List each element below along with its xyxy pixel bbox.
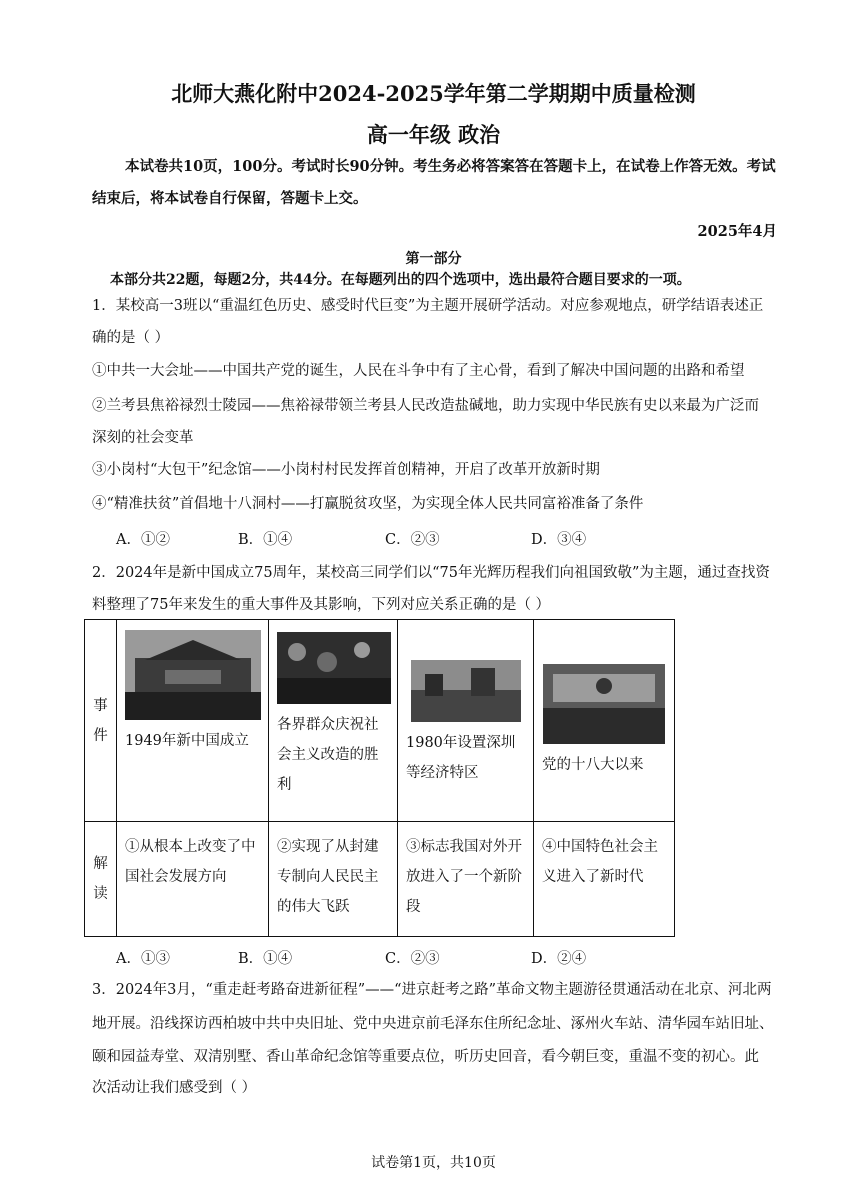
- q2-event-cell-2: [269, 620, 398, 822]
- q2-row-header-interpretations: 解读: [85, 822, 117, 937]
- part1-intro: 本部分共22题，每题2分，共44分。在每题列出的四个选项中，选出最符合题目要求的一项。: [110, 272, 691, 288]
- q3-stem-line-3: 颐和园益寿堂、双清别墅、香山革命纪念馆等重要点位，听历史回音，看今朝巨变，重温不变的初心。此: [92, 1049, 759, 1065]
- q1-option-b[interactable]: B．①④: [238, 532, 293, 548]
- q1-statement-3: ③小岗村“大包干”纪念馆——小岗村村民发挥首创精神，开启了改革开放新时期: [92, 462, 600, 478]
- instructions-line-1: 本试卷共10页，100分。考试时长90分钟。考生务必将答案答在答题卡上，在试卷上作答无效。考试: [125, 158, 776, 175]
- q2-interpretation-4: ④中国特色社会主义进入了新时代: [534, 822, 675, 937]
- q2-event-cell-1: [117, 620, 269, 822]
- tiananmen-photo: [125, 630, 261, 720]
- q2-option-c[interactable]: C．②③: [385, 951, 440, 967]
- q2-event-4: 党的十八大以来: [542, 757, 644, 773]
- q1-stem-line-2: 确的是（ ）: [92, 330, 170, 346]
- shenzhen-photo: [411, 660, 521, 722]
- q2-interpretation-3: ③标志我国对外开放进入了一个新阶段: [398, 822, 534, 937]
- q1-statement-4: ④“精准扶贫”首倡地十八洞村——打赢脱贫攻坚，为实现全体人民共同富裕准备了条件: [92, 496, 644, 512]
- q2-event-2: 各界群众庆祝社会主义改造的胜利: [277, 717, 379, 793]
- q3-stem-line-4: 次活动让我们感受到（ ）: [92, 1080, 257, 1096]
- celebration-photo: [277, 632, 391, 704]
- q2-option-b[interactable]: B．①④: [238, 951, 293, 967]
- q2-stem-line-2: 料整理了75年来发生的重大事件及其影响，下列对应关系正确的是（ ）: [92, 597, 551, 613]
- q1-statement-1: ①中共一大会址——中国共产党的诞生，人民在斗争中有了主心骨，看到了解决中国问题的出路和希望: [92, 363, 745, 379]
- q2-event-cell-4: [534, 620, 675, 822]
- instructions-line-2: 结束后，将本试卷自行保留，答题卡上交。: [92, 190, 368, 207]
- q2-row-header-events: 事件: [85, 620, 117, 822]
- q2-option-d[interactable]: D．②④: [531, 951, 587, 967]
- q1-option-c[interactable]: C．②③: [385, 532, 440, 548]
- congress-hall-photo: [543, 664, 665, 744]
- q2-table: [84, 619, 675, 937]
- q1-stem-line-1: 1．某校高一3班以“重温红色历史、感受时代巨变”为主题开展研学活动。对应参观地点，研学结语表述正: [92, 298, 764, 314]
- q2-event-cell-3: [398, 620, 534, 822]
- q3-stem-line-2: 地开展。沿线探访西柏坡中共中央旧址、党中央进京前毛泽东住所纪念址、涿州火车站、清华园车站旧址、: [92, 1016, 774, 1032]
- q2-event-3: 1980年设置深圳等经济特区: [406, 735, 516, 781]
- q2-stem-line-1: 2．2024年是新中国成立75周年，某校高三同学们以“75年光辉历程我们向祖国致敬”为主题，通过查找资: [92, 565, 770, 581]
- q2-interpretation-2: ②实现了从封建专制向人民民主的伟大飞跃: [269, 822, 398, 937]
- q2-option-a[interactable]: A．①③: [116, 951, 170, 967]
- exam-date: 2025年4月: [697, 223, 777, 240]
- exam-title: 北师大燕化附中2024-2025学年第二学期期中质量检测: [171, 81, 696, 106]
- q3-stem-line-1: 3．2024年3月，“重走赶考路奋进新征程”——“进京赶考之路”革命文物主题游径贯通活动在北京、河北两: [92, 982, 772, 998]
- q2-event-1: 1949年新中国成立: [125, 733, 249, 749]
- part1-heading: 第一部分: [405, 251, 462, 267]
- q1-option-d[interactable]: D．③④: [531, 532, 587, 548]
- q1-statement-2-line-2: 深刻的社会变革: [92, 430, 194, 446]
- page-footer: 试卷第1页，共10页: [371, 1155, 496, 1171]
- q1-option-a[interactable]: A．①②: [116, 532, 170, 548]
- q2-interpretation-1: ①从根本上改变了中国社会发展方向: [117, 822, 269, 937]
- q1-statement-2-line-1: ②兰考县焦裕禄烈士陵园——焦裕禄带领兰考县人民改造盐碱地，助力实现中华民族有史以来最为广泛而: [92, 398, 759, 414]
- exam-subtitle: 高一年级 政治: [366, 122, 501, 147]
